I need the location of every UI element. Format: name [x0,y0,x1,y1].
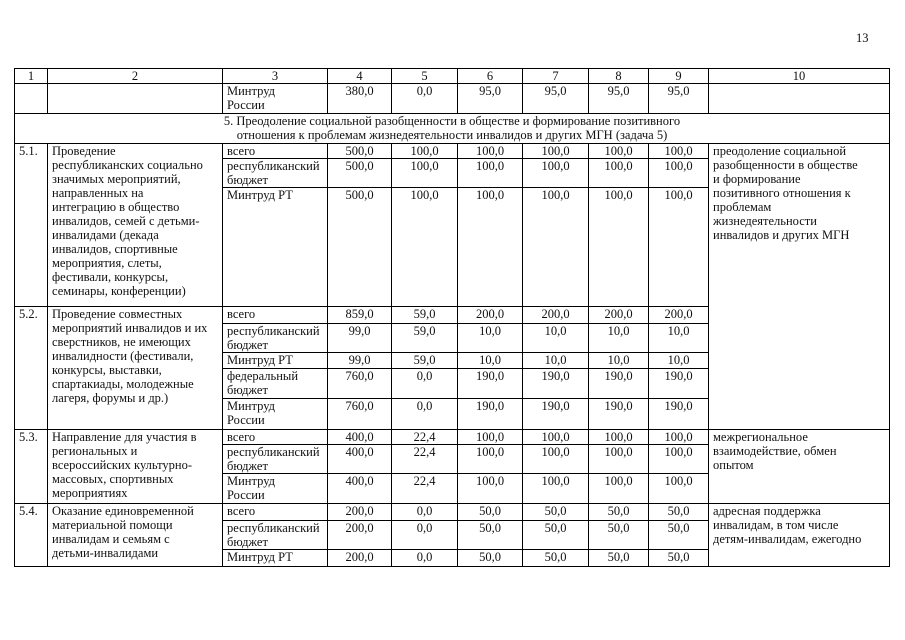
amount-cell: 10,0 [458,324,523,353]
amount-cell: 190,0 [458,399,523,430]
amount-cell: 100,0 [523,188,589,307]
funding-source: Минтруд России [223,399,328,430]
amount-cell: 10,0 [523,324,589,353]
funding-source: республиканский бюджет [223,445,328,474]
amount-cell: 400,0 [328,430,392,445]
amount-cell: 0,0 [392,504,458,521]
amount-cell: 500,0 [328,159,392,188]
item-number: 5.3. [15,430,48,504]
amount-cell: 50,0 [589,550,649,567]
amount-cell: 100,0 [523,445,589,474]
amount-cell: 200,0 [589,307,649,324]
amount-cell: 100,0 [523,144,589,159]
item-number: 5.2. [15,307,48,430]
amount-cell: 100,0 [458,159,523,188]
amount-cell: 10,0 [589,353,649,369]
column-number: 8 [589,69,649,84]
amount-cell: 100,0 [392,144,458,159]
amount-cell: 760,0 [328,399,392,430]
amount-cell: 50,0 [458,550,523,567]
amount-cell: 95,0 [589,84,649,114]
carry-over-row [15,84,890,114]
amount-cell: 100,0 [649,188,709,307]
amount-cell: 100,0 [458,144,523,159]
amount-cell: 100,0 [458,430,523,445]
amount-cell: 100,0 [589,159,649,188]
empty-cell [15,84,48,114]
item-name: Проведение совместных мероприятий инвалидов и их сверстников, не имеющих инвалидности (фестивали, конкурсы, выставки, спартакиады, молодежные лагеря, форумы и др.) [48,307,223,430]
funding-source: всего [223,430,328,445]
amount-cell: 0,0 [392,84,458,114]
expected-result: адресная поддержка инвалидам, в том числе детям-инвалидам, ежегодно [709,504,890,567]
amount-cell: 22,4 [392,430,458,445]
amount-cell: 100,0 [589,430,649,445]
expected-result: межрегиональное взаимодействие, обмен опытом [709,430,890,504]
amount-cell: 190,0 [649,399,709,430]
column-number: 3 [223,69,328,84]
amount-cell: 100,0 [458,188,523,307]
amount-cell: 99,0 [328,324,392,353]
funding-source: Минтруд России [223,474,328,504]
empty-cell [48,84,223,114]
amount-cell: 100,0 [589,144,649,159]
amount-cell: 100,0 [392,188,458,307]
amount-cell: 0,0 [392,369,458,399]
amount-cell: 100,0 [649,144,709,159]
amount-cell: 400,0 [328,445,392,474]
amount-cell: 100,0 [458,445,523,474]
item-name: Оказание единовременной материальной помощи инвалидам и семьям с детьми-инвалидами [48,504,223,567]
funding-source: всего [223,144,328,159]
funding-source: всего [223,504,328,521]
item-row-5-1 [15,144,890,159]
column-number: 7 [523,69,589,84]
amount-cell: 100,0 [523,474,589,504]
item-name: Проведение республиканских социально значимых мероприятий, направленных на интеграцию в общество инвалидов, семей с детьми- инвалидами (декада инвалидов, спортивные мероприятия, слеты, фестивали, конкурсы, семинары, конференции) [48,144,223,307]
page-number: 13 [856,31,869,45]
section-title: 5. Преодоление социальной разобщенности в обществе и формирование позитивного отношения к проблемам жизнедеятельности инвалидов и других МГН (задача 5) [15,114,890,144]
amount-cell: 95,0 [458,84,523,114]
amount-cell: 400,0 [328,474,392,504]
amount-cell: 59,0 [392,324,458,353]
amount-cell: 95,0 [649,84,709,114]
column-number: 10 [709,69,890,84]
amount-cell: 200,0 [649,307,709,324]
amount-cell: 0,0 [392,550,458,567]
amount-cell: 59,0 [392,353,458,369]
amount-cell: 50,0 [649,504,709,521]
funding-source: республиканский бюджет [223,159,328,188]
funding-source: Минтруд РТ [223,188,328,307]
expected-result: преодоление социальной разобщенности в обществе и формирование позитивного отношения к проблемам жизнедеятельности инвалидов и других МГН [709,144,890,430]
amount-cell: 859,0 [328,307,392,324]
amount-cell: 10,0 [589,324,649,353]
funding-source: Минтруд РТ [223,550,328,567]
amount-cell: 100,0 [649,445,709,474]
amount-cell: 190,0 [649,369,709,399]
amount-cell: 50,0 [458,521,523,550]
amount-cell: 99,0 [328,353,392,369]
empty-cell [709,84,890,114]
column-number: 5 [392,69,458,84]
amount-cell: 190,0 [523,369,589,399]
amount-cell: 59,0 [392,307,458,324]
amount-cell: 22,4 [392,445,458,474]
column-number: 6 [458,69,523,84]
amount-cell: 10,0 [523,353,589,369]
amount-cell: 200,0 [328,521,392,550]
amount-cell: 500,0 [328,144,392,159]
amount-cell: 50,0 [589,521,649,550]
amount-cell: 0,0 [392,399,458,430]
funding-source: Минтруд РТ [223,353,328,369]
amount-cell: 200,0 [328,550,392,567]
amount-cell: 190,0 [523,399,589,430]
amount-cell: 100,0 [589,188,649,307]
program-measures-table [14,68,890,567]
amount-cell: 100,0 [523,159,589,188]
section-title-row [15,114,890,144]
item-row-5-4 [15,504,890,521]
column-number: 1 [15,69,48,84]
item-number: 5.4. [15,504,48,567]
amount-cell: 50,0 [649,550,709,567]
column-number: 2 [48,69,223,84]
funding-source: республиканский бюджет [223,324,328,353]
amount-cell: 380,0 [328,84,392,114]
amount-cell: 50,0 [649,521,709,550]
item-name: Направление для участия в региональных и всероссийских культурно- массовых, спортивных мероприятиях [48,430,223,504]
amount-cell: 100,0 [589,474,649,504]
amount-cell: 500,0 [328,188,392,307]
funding-source: федеральный бюджет [223,369,328,399]
amount-cell: 100,0 [649,430,709,445]
funding-source: Минтруд России [223,84,328,114]
amount-cell: 200,0 [523,307,589,324]
amount-cell: 50,0 [458,504,523,521]
amount-cell: 190,0 [458,369,523,399]
amount-cell: 100,0 [523,430,589,445]
amount-cell: 190,0 [589,399,649,430]
amount-cell: 100,0 [649,474,709,504]
amount-cell: 10,0 [458,353,523,369]
amount-cell: 190,0 [589,369,649,399]
amount-cell: 95,0 [523,84,589,114]
amount-cell: 10,0 [649,324,709,353]
amount-cell: 100,0 [458,474,523,504]
amount-cell: 0,0 [392,521,458,550]
amount-cell: 10,0 [649,353,709,369]
column-number-row [15,69,890,84]
amount-cell: 50,0 [523,550,589,567]
funding-source: республиканский бюджет [223,521,328,550]
column-number: 9 [649,69,709,84]
amount-cell: 100,0 [589,445,649,474]
amount-cell: 200,0 [328,504,392,521]
amount-cell: 200,0 [458,307,523,324]
funding-source: всего [223,307,328,324]
item-row-5-3 [15,430,890,445]
amount-cell: 100,0 [649,159,709,188]
amount-cell: 22,4 [392,474,458,504]
amount-cell: 100,0 [392,159,458,188]
item-number: 5.1. [15,144,48,307]
amount-cell: 50,0 [589,504,649,521]
amount-cell: 760,0 [328,369,392,399]
amount-cell: 50,0 [523,521,589,550]
amount-cell: 50,0 [523,504,589,521]
column-number: 4 [328,69,392,84]
